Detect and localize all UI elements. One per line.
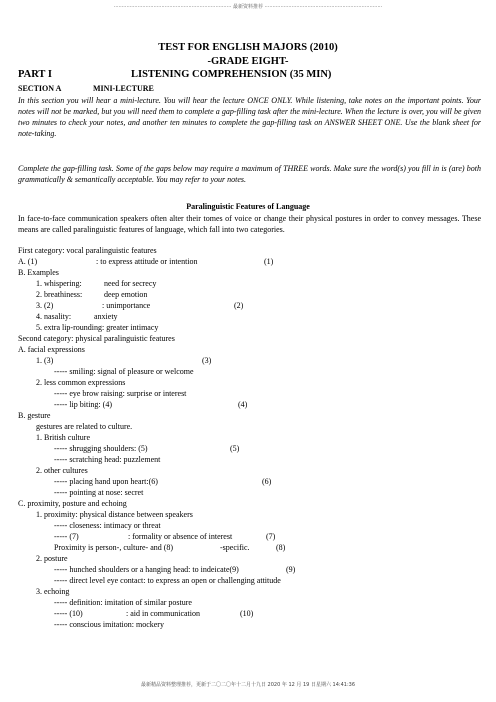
gap-10-text: : aid in communication xyxy=(126,609,200,618)
gap-1-number: (1) xyxy=(264,257,274,266)
gap-9-number: (9) xyxy=(286,565,296,574)
header-note-text: 最新资料推荐 xyxy=(232,4,263,10)
instructions-gap-filling: Complete the gap-filling task. Some of the gaps below may require a maximum of THREE words. Make sure the word(s) you fill in is (are) both grammatically & semantically acceptable. You may refer to your notes. xyxy=(18,164,481,184)
gap-4-label: ----- lip biting: (4) xyxy=(54,400,112,409)
part-heading xyxy=(18,69,488,80)
example-2-term: 2. breathiness: xyxy=(36,290,83,299)
gap-4-number: (4) xyxy=(238,400,248,409)
gesture-scratching-head: ----- scratching head: puzzlement xyxy=(54,455,161,464)
gap-8-label: Proximity is person-, culture- and (8) xyxy=(54,543,174,552)
gesture-heading: B. gesture xyxy=(18,411,51,420)
echoing-definition: ----- definition: imitation of similar posture xyxy=(54,598,192,607)
example-5: 5. extra lip-rounding: greater intimacy xyxy=(36,323,159,332)
gap-3-number: (3) xyxy=(202,356,212,365)
gap-2-label: 3. (2) xyxy=(36,301,54,310)
lecture-intro: In face-to-face communication speakers often alter their tomes of voice or change their physical postures in order to convey messages. These means are called paralinguistic features of language, which fall into two categories. xyxy=(18,214,481,234)
examples-heading: B. Examples xyxy=(18,268,59,277)
instructions-listening: In this section you will hear a mini-lecture. You will hear the lecture ONCE ONLY. While listening, take notes on the important points. Your notes will not be marked, but you will need them to complete a gap-filling task after the mini-lecture. When the lecture is over, you will be given two minutes to check your notes, and another ten minutes to complete the gap-filling task on ANSWER SHEET ONE. Use the blank sheet for note-taking. xyxy=(18,96,481,138)
page-footer-note: 最新精品资料整理推荐，更新于二〇二〇年十二月十九日 2020 年 12 月 19 日星期六 14:41:36 xyxy=(140,682,356,688)
gap-1-label: A. (1) xyxy=(18,257,38,266)
example-1-meaning: need for secrecy xyxy=(104,279,157,288)
gap-7-label: ----- (7) xyxy=(54,532,79,541)
gap-7-text: : formality or absence of interest xyxy=(128,532,233,541)
gap-8-number: (8) xyxy=(276,543,286,552)
gap-10-label: ----- (10) xyxy=(54,609,83,618)
echoing-conscious-imitation: ----- conscious imitation: mockery xyxy=(54,620,164,629)
echoing-heading: 3. echoing xyxy=(36,587,70,596)
gesture-culture-note: gestures are related to culture. xyxy=(36,422,133,431)
part-title: LISTENING COMPREHENSION (35 MIN) xyxy=(131,69,332,80)
gap-5-label: ----- shrugging shoulders: (5) xyxy=(54,444,148,453)
header-dots-right: ·········································································· xyxy=(264,4,383,10)
posture-eye-contact: ----- direct level eye contact: to express an open or challenging attitude xyxy=(54,576,281,585)
gap-3-label: 1. (3) xyxy=(36,356,54,365)
less-common-expressions: 2. less common expressions xyxy=(36,378,126,387)
gap-10-number: (10) xyxy=(240,609,254,618)
part-label: PART I xyxy=(18,69,52,80)
proximity-heading: C. proximity, posture and echoing xyxy=(18,499,127,508)
facial-expressions-heading: A. facial expressions xyxy=(18,345,85,354)
header-dots-left: ·········································································· xyxy=(113,4,232,10)
category-2: Second category: physical paralinguistic features xyxy=(18,334,175,343)
example-2-meaning: deep emotion xyxy=(104,290,148,299)
test-title: TEST FOR ENGLISH MAJORS (2010) xyxy=(158,42,338,53)
gap-9-label: ----- hunched shoulders or a hanging head: to indeicate(9) xyxy=(54,565,239,574)
test-grade: -GRADE EIGHT- xyxy=(207,56,289,67)
gap-2-number: (2) xyxy=(234,301,244,310)
gap-2-text: : unimportance xyxy=(102,301,151,310)
proximity-definition: 1. proximity: physical distance between speakers xyxy=(36,510,193,519)
example-1-term: 1. whispering: xyxy=(36,279,82,288)
gap-6-number: (6) xyxy=(262,477,272,486)
example-4-term: 4. nasality: xyxy=(36,312,72,321)
section-heading xyxy=(18,84,154,93)
facial-item-eyebrow: ----- eye brow raising: surprise or interest xyxy=(54,389,187,398)
category-1: First category: vocal paralinguistic features xyxy=(18,246,157,255)
lecture-title: Paralinguistic Features of Language xyxy=(186,202,310,211)
gap-8-text: -specific. xyxy=(220,543,250,552)
gesture-pointing-nose: ----- pointing at nose: secret xyxy=(54,488,144,497)
gap-7-number: (7) xyxy=(266,532,276,541)
gap-1-text: : to express attitude or intention xyxy=(96,257,198,266)
gap-5-number: (5) xyxy=(230,444,240,453)
section-title: MINI-LECTURE xyxy=(93,84,154,93)
proximity-closeness: ----- closeness: intimacy or threat xyxy=(54,521,161,530)
example-4-meaning: anxiety xyxy=(94,312,118,321)
other-cultures: 2. other cultures xyxy=(36,466,88,475)
posture-heading: 2. posture xyxy=(36,554,68,563)
page-header-note xyxy=(0,3,496,10)
section-label: SECTION A xyxy=(18,84,62,93)
british-culture: 1. British culture xyxy=(36,433,90,442)
facial-item-smiling: ----- smiling: signal of pleasure or welcome xyxy=(54,367,194,376)
gap-6-label: ----- placing hand upon heart:(6) xyxy=(54,477,158,486)
